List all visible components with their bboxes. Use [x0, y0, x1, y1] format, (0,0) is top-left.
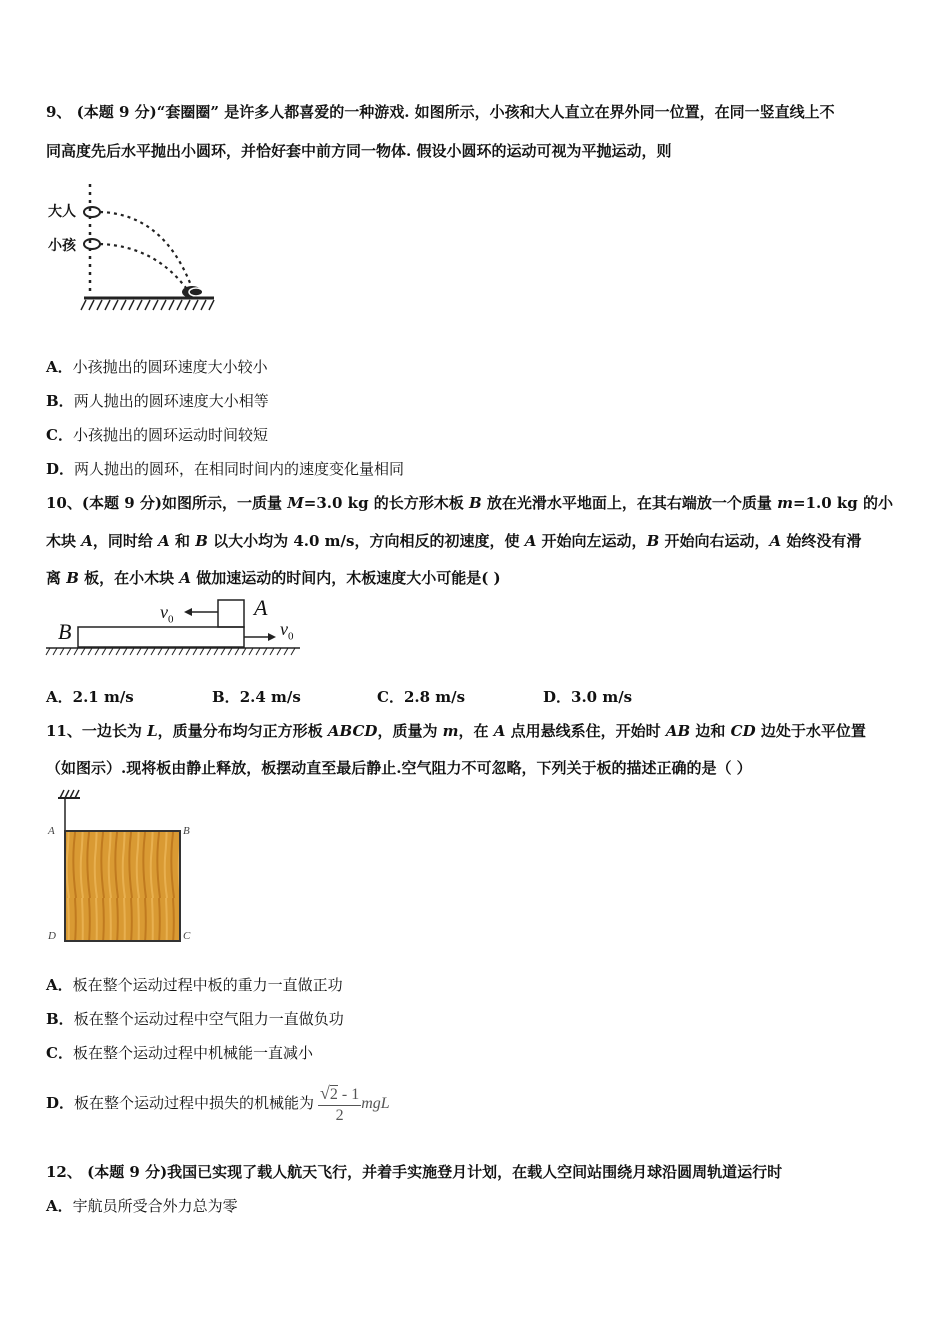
corner-label-a: A: [48, 825, 55, 837]
ground-hatch: [81, 300, 214, 310]
q12-stem-line-1: 12、 (本题 9 分)我国已实现了载人航天飞行，并着手实施登月计划，在载人空间站围绕月球沿圆周轨道运行时: [46, 1163, 783, 1181]
q10-option-a: A．2.1 m/s: [46, 688, 134, 706]
q11-stem-line-2: （如图示）.现将板由静止释放，板摆动直至最后静止.空气阻力不可忽略，下列关于板的描述正确的是（ ）: [46, 759, 752, 777]
block-a: [218, 600, 244, 627]
square-plate: [65, 831, 180, 941]
adult-trajectory: [100, 212, 192, 288]
mgl-term: mgL: [361, 1095, 390, 1112]
q11-option-d: D．板在整个运动过程中损失的机械能为 $\frac{√2 - 1}{2}$ mgL: [46, 1082, 390, 1124]
child-label: 小孩: [48, 238, 76, 254]
q10-stem-line-1: 10、(本题 9 分)如图所示，一质量 M=3.0 kg 的长方形木板 B 放在光滑水平地面上，在其右端放一个质量 m=1.0 kg 的小: [46, 494, 894, 512]
q12-option-a: A．宇航员所受合外力总为零: [46, 1197, 238, 1215]
q9-ring-toss-figure: [44, 180, 224, 315]
adult-ring: [84, 207, 100, 217]
square-plate-diagram: [44, 788, 204, 948]
adult-label: 大人: [48, 204, 76, 220]
q11-option-b: B．板在整个运动过程中空气阻力一直做负功: [46, 1010, 344, 1028]
block-velocity-label: $v_0$: [160, 602, 174, 626]
q10-option-d: D．3.0 m/s: [543, 688, 633, 706]
q11-square-plate-figure: [44, 788, 204, 948]
board-b: [78, 627, 244, 647]
corner-label-d: D: [48, 930, 56, 942]
q9-option-c: C．小孩抛出的圆环运动时间较短: [46, 426, 268, 444]
q9-option-d: D．两人抛出的圆环，在相同时间内的速度变化量相同: [46, 460, 405, 478]
board-label-b: B: [58, 619, 72, 644]
block-arrow-head: [184, 608, 192, 616]
q10-option-c: C．2.8 m/s: [377, 688, 466, 706]
q9-option-a: A．小孩抛出的圆环速度大小较小: [46, 358, 268, 376]
q9-stem-line-1: 9、 (本题 9 分)“套圈圈” 是许多人都喜爱的一种游戏. 如图所示，小孩和大人直立在界外同一位置，在同一竖直线上不: [46, 103, 835, 121]
ground-hatch: [46, 648, 295, 655]
q10-stem-line-3: 离 B 板，在小木块 A 做加速运动的时间内，木板速度大小可能是( ): [46, 569, 501, 587]
corner-label-b: B: [183, 825, 190, 837]
q9-option-b: B．两人抛出的圆环速度大小相等: [46, 392, 269, 410]
q11-option-a: A．板在整个运动过程中板的重力一直做正功: [46, 976, 343, 994]
corner-label-c: C: [183, 930, 191, 942]
q10-option-b: B．2.4 m/s: [212, 688, 301, 706]
q10-board-block-figure: [44, 595, 306, 660]
q9-stem-line-2: 同高度先后水平抛出小圆环，并恰好套中前方同一物体. 假设小圆环的运动可视为平抛运动，则: [46, 142, 672, 160]
ceiling-hatch: [60, 790, 79, 798]
block-label-a: A: [254, 595, 268, 620]
board-velocity-label: $v_0$: [280, 619, 294, 643]
q11-option-c: C．板在整个运动过程中机械能一直减小: [46, 1044, 313, 1062]
q11-stem-line-1: 11、一边长为 L，质量分布均匀正方形板 ABCD，质量为 m，在 A 点用悬线系住，开始时 AB 边和 CD 边处于水平位置: [46, 722, 866, 740]
child-ring: [84, 239, 100, 249]
energy-fraction: $\frac{√2 - 1}{2}$: [320, 1082, 360, 1124]
q10-stem-line-2: 木块 A，同时给 A 和 B 以大小均为 4.0 m/s，方向相反的初速度，使 A 开始向左运动，B 开始向右运动，A 始终没有滑: [46, 532, 862, 550]
board-arrow-head: [268, 633, 276, 641]
